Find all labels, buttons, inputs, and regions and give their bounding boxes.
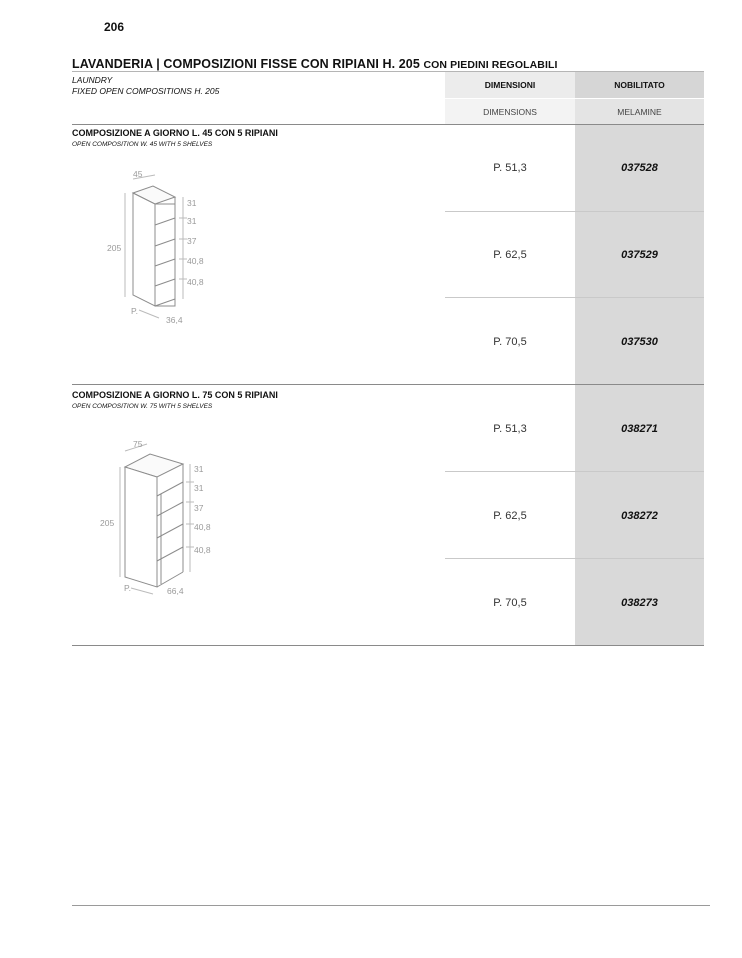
subtitle-line-2: FIXED OPEN COMPOSITIONS H. 205 — [72, 86, 220, 96]
section-title: COMPOSIZIONE A GIORNO L. 45 CON 5 RIPIANI — [72, 128, 278, 138]
page-subtitle-en — [72, 75, 219, 97]
footer-rule — [72, 905, 710, 906]
product-code: 038272 — [621, 510, 658, 522]
dimension-cell: P. 70,5 — [493, 597, 527, 609]
table-bottom-rule — [72, 645, 704, 646]
dimension-cell: P. 51,3 — [493, 162, 527, 174]
subtitle-line-1: LAUNDRY — [72, 75, 113, 85]
section-subtitle: OPEN COMPOSITION W. 75 WITH 5 SHELVES — [72, 403, 213, 410]
dimension-cell: P. 51,3 — [493, 423, 527, 435]
dimension-cell: P. 62,5 — [493, 249, 527, 261]
drawing-depth-label: 36,4 — [166, 315, 183, 325]
product-code: 038273 — [621, 597, 658, 609]
product-code: 037529 — [621, 249, 658, 261]
drawing-height-label: 205 — [107, 243, 122, 253]
column-header-dimensions: DIMENSIONS — [445, 99, 575, 125]
drawing-height-label: 205 — [100, 518, 115, 528]
drawing-shelf-label: 31 — [187, 198, 197, 208]
product-code: 037530 — [621, 336, 658, 348]
drawing-shelf-label: 40,8 — [187, 277, 204, 287]
drawing-shelf-label: 31 — [194, 483, 204, 493]
row-divider — [445, 297, 704, 298]
row-divider — [445, 211, 704, 212]
cabinet-drawing-45 — [95, 160, 215, 330]
page-number: 206 — [104, 20, 125, 34]
drawing-shelf-label: 31 — [187, 216, 197, 226]
drawing-shelf-label: 37 — [187, 236, 197, 246]
row-divider — [445, 558, 704, 559]
dimension-cell: P. 70,5 — [493, 336, 527, 348]
column-header-dimensioni: DIMENSIONI — [445, 72, 575, 98]
dimension-cell: P. 62,5 — [493, 510, 527, 522]
product-code: 038271 — [621, 423, 658, 435]
drawing-shelf-label: 37 — [194, 503, 204, 513]
section-subtitle: OPEN COMPOSITION W. 45 WITH 5 SHELVES — [72, 141, 213, 148]
drawing-shelf-label: 40,8 — [187, 256, 204, 266]
column-header-melamine: MELAMINE — [575, 99, 704, 125]
drawing-width-label: 45 — [133, 169, 143, 179]
drawing-width-label: 75 — [133, 439, 143, 449]
page-title-main: LAVANDERIA | COMPOSIZIONI FISSE CON RIPIANI H. 205 — [72, 57, 420, 71]
page-title-small: CON PIEDINI REGOLABILI — [423, 59, 558, 71]
drawing-depth-prefix: P. — [131, 306, 138, 316]
drawing-depth-prefix: P. — [124, 583, 131, 593]
row-divider — [445, 471, 704, 472]
page-title — [72, 57, 558, 71]
section-title: COMPOSIZIONE A GIORNO L. 75 CON 5 RIPIANI — [72, 390, 278, 400]
product-code: 037528 — [621, 162, 658, 174]
drawing-depth-label: 66,4 — [167, 586, 184, 596]
drawing-shelf-label: 40,8 — [194, 522, 211, 532]
drawing-shelf-label: 40,8 — [194, 545, 211, 555]
cabinet-drawing-75 — [95, 430, 225, 605]
column-header-nobilitato: NOBILITATO — [575, 72, 704, 98]
drawing-shelf-label: 31 — [194, 464, 204, 474]
